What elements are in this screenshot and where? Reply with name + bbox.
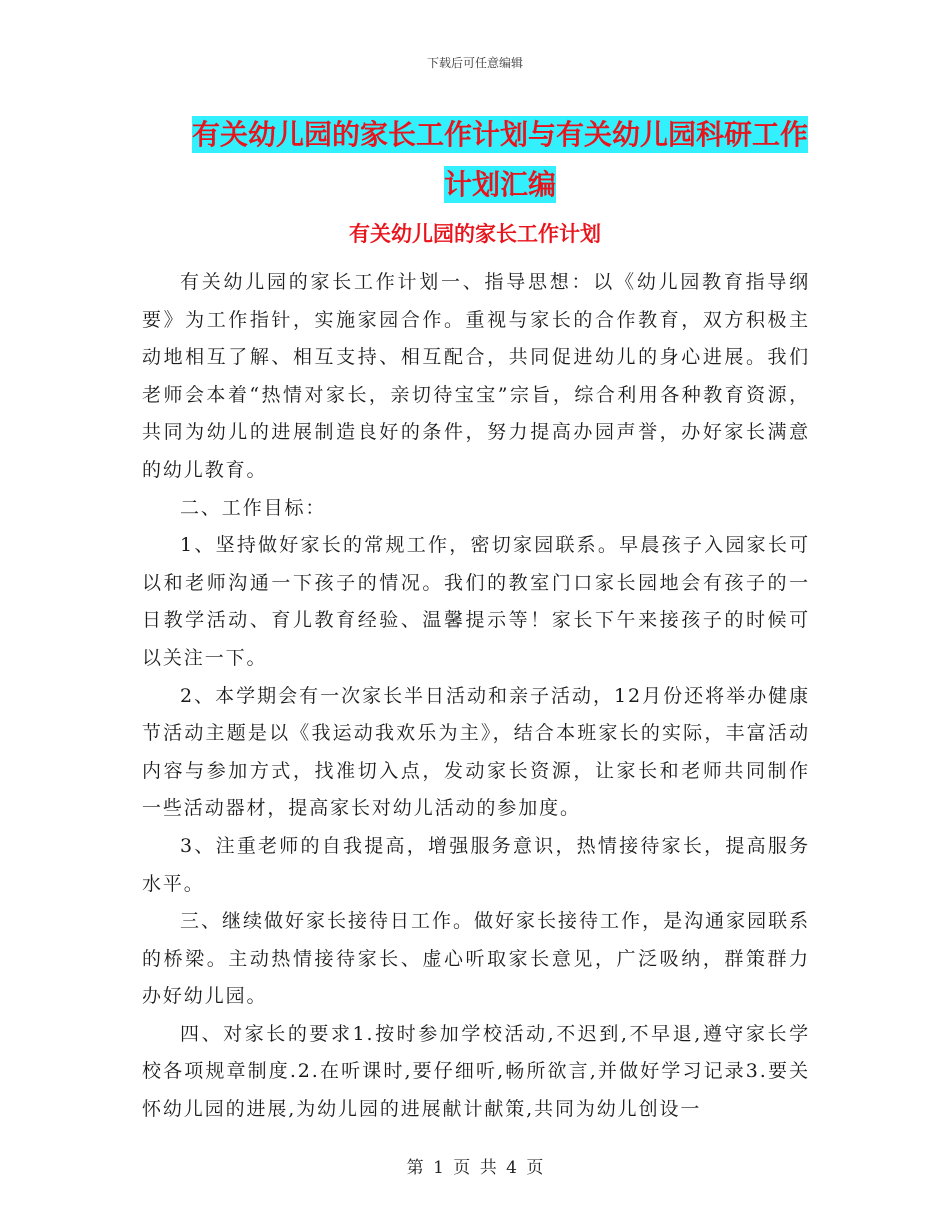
paragraph: 二、工作目标： bbox=[180, 496, 327, 519]
paragraph: 3、注重老师的自我提高，增强服务意识，热情接待家长，提高服务水平。 bbox=[142, 834, 810, 895]
page-number-footer: 第 1 页 共 4 页 bbox=[406, 1158, 544, 1178]
paragraph: 四、对家长的要求1.按时参加学校活动,不迟到,不早退,遵守家长学校各项规章制度.2.在听课时,要仔细听,畅所欲言,并做好学习记录3.要关怀幼儿园的进展,为幼儿园的进展献计献策,共同为幼儿创设一 bbox=[142, 1022, 810, 1121]
document-body bbox=[142, 264, 810, 1129]
document-title-text: 有关幼儿园的家长工作计划与有关幼儿园科研工作计划汇编 bbox=[191, 118, 808, 201]
document-title bbox=[190, 110, 810, 210]
paragraph: 有关幼儿园的家长工作计划一、指导思想：以《幼儿园教育指导纲要》为工作指针，实施家园合作。重视与家长的合作教育，双方积极主动地相互了解、相互支持、相互配合，共同促进幼儿的身心进展。我们老师会本着“热情对家长，亲切待宝宝”宗旨，综合利用各种教育资源，共同为幼儿的进展制造良好的条件，努力提高办园声誉，办好家长满意的幼儿教育。 bbox=[142, 271, 810, 481]
page-header-note: 下载后可任意编辑 bbox=[426, 56, 523, 70]
section-title: 有关幼儿园的家长工作计划 bbox=[349, 222, 601, 246]
paragraph: 2、本学期会有一次家长半日活动和亲子活动，12月份还将举办健康节活动主题是以《我运动我欢乐为主》，结合本班家长的实际，丰富活动内容与参加方式，找准切入点，发动家长资源，让家长和老师共同制作一些活动器材，提高家长对幼儿活动的参加度。 bbox=[142, 684, 810, 820]
paragraph: 三、继续做好家长接待日工作。做好家长接待工作，是沟通家园联系的桥梁。主动热情接待家长、虚心听取家长意见，广泛吸纳，群策群力办好幼儿园。 bbox=[142, 910, 810, 1008]
paragraph: 1、坚持做好家长的常规工作，密切家园联系。早晨孩子入园家长可以和老师沟通一下孩子的情况。我们的教室门口家长园地会有孩子的一日教学活动、育儿教育经验、温馨提示等！家长下午来接孩子的时候可以关注一下。 bbox=[142, 534, 810, 669]
